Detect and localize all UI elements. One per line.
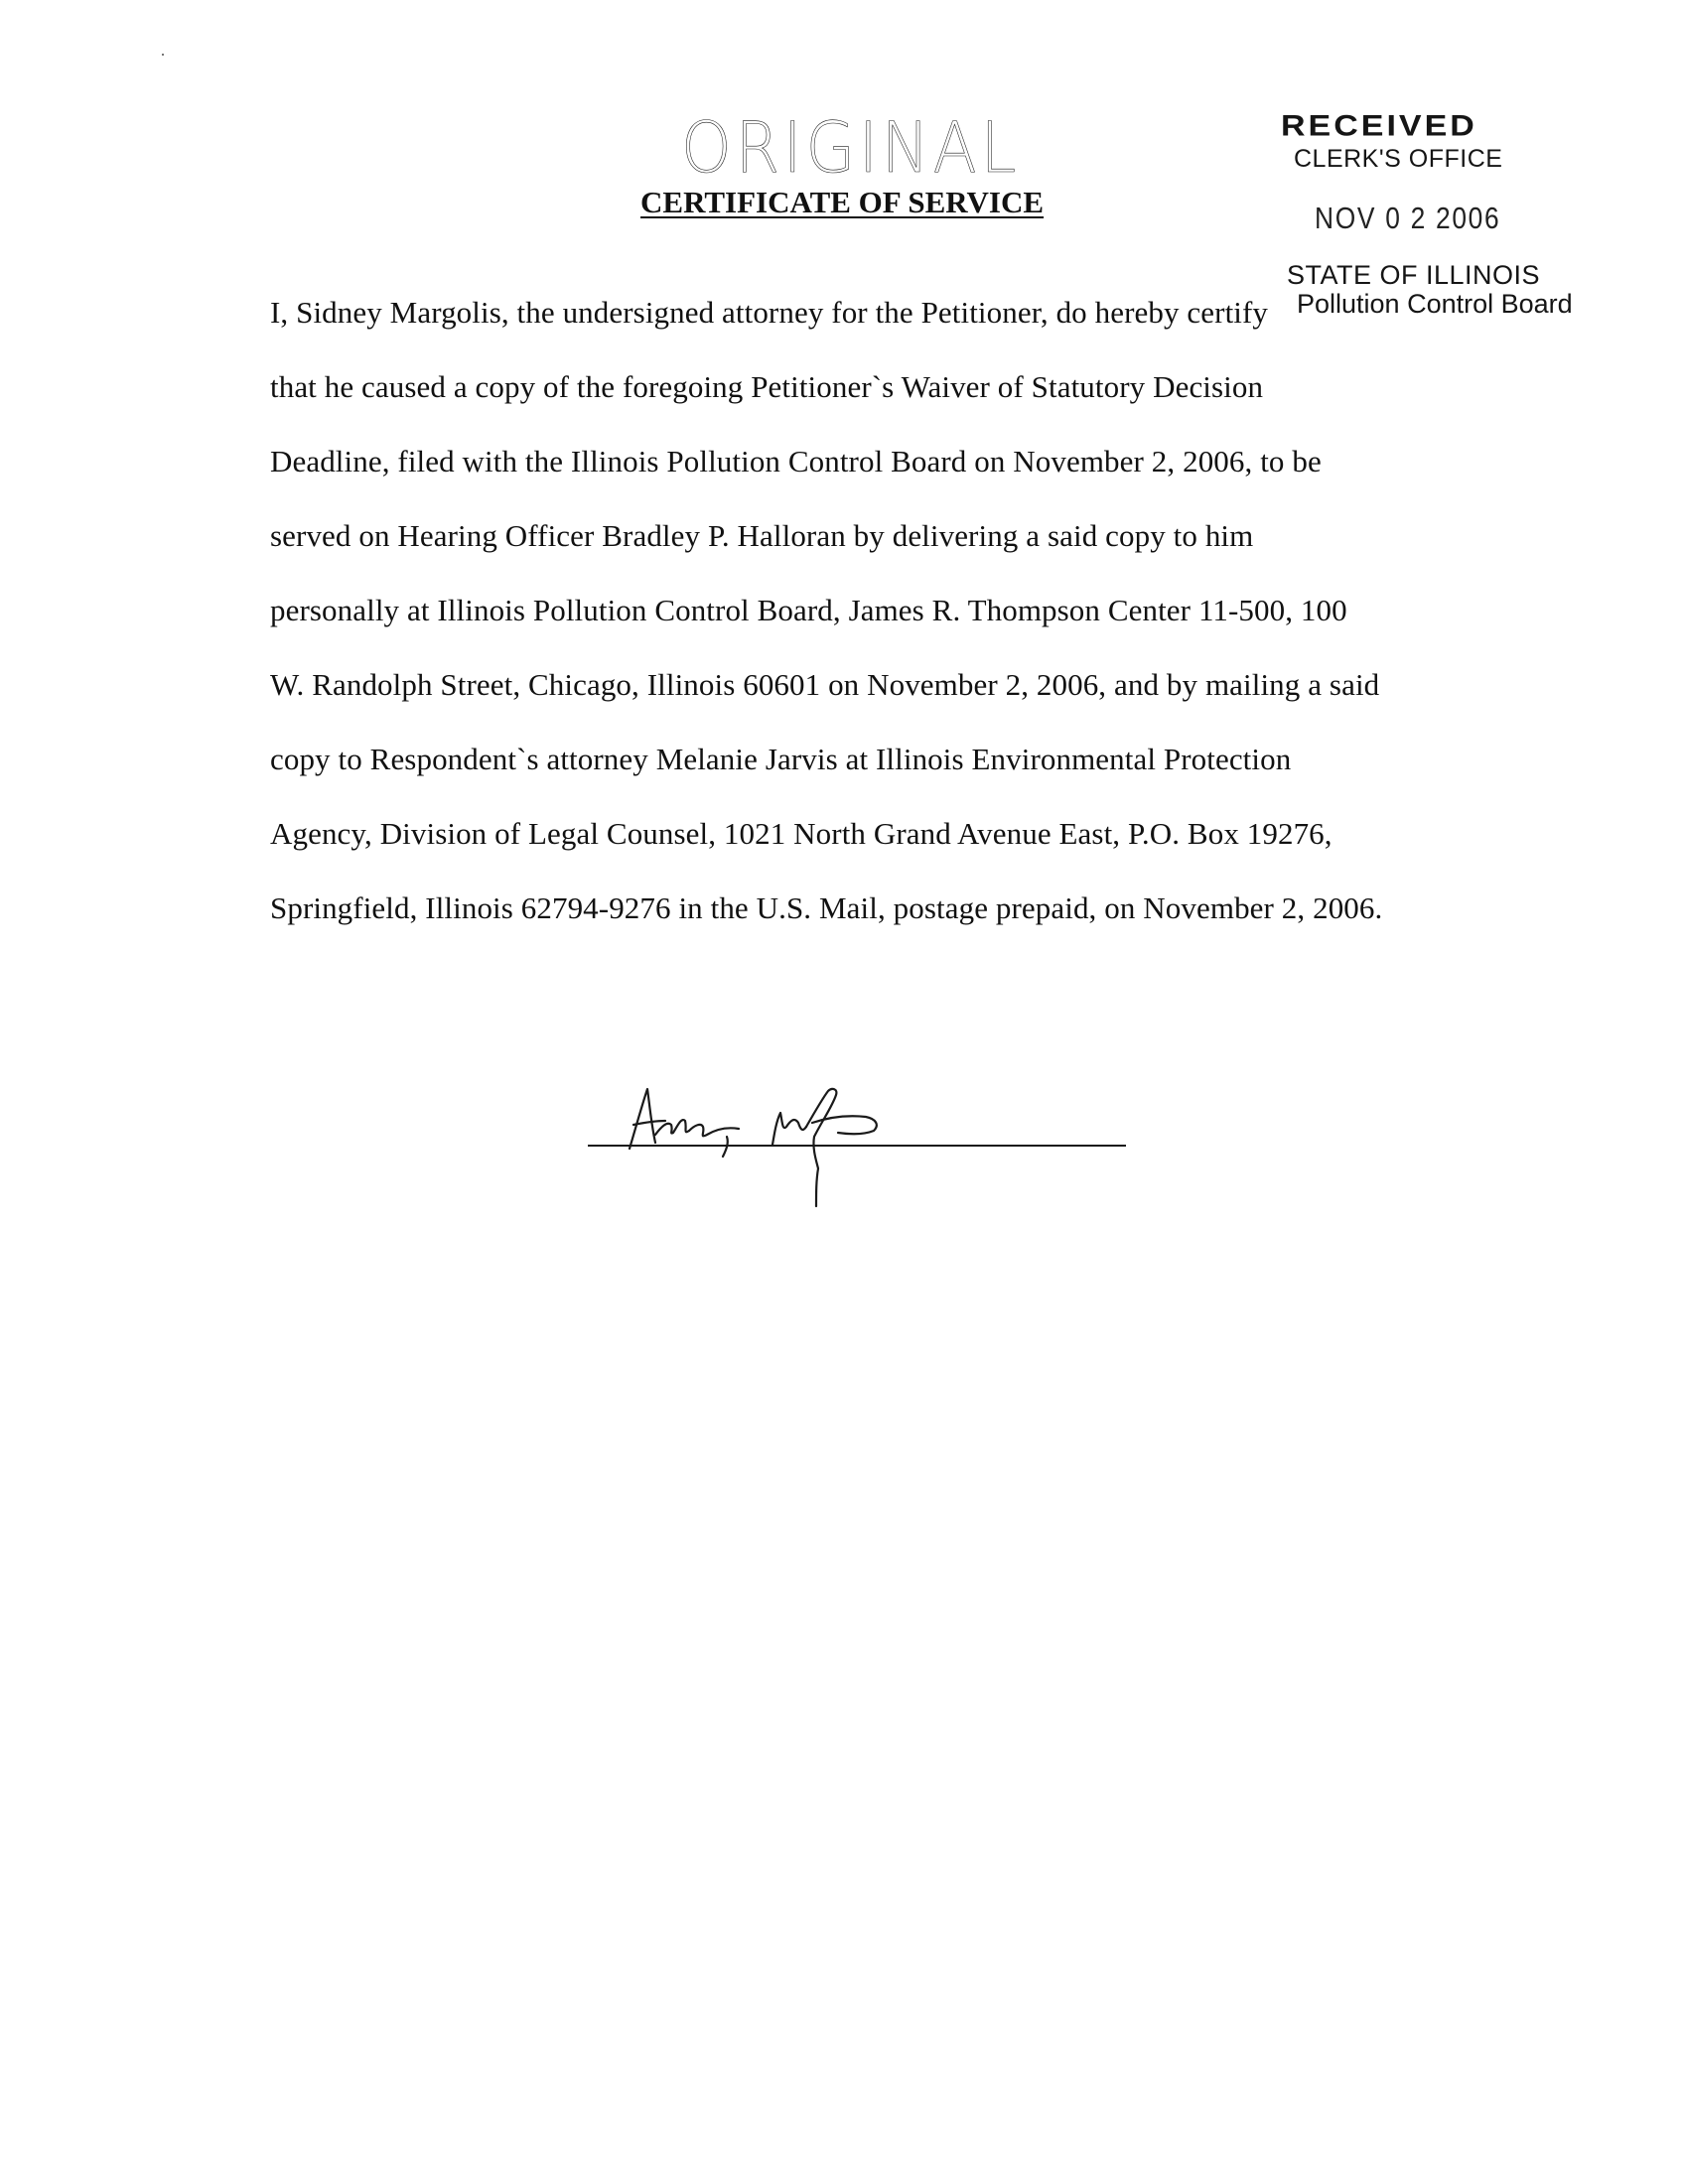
- stamp-board-label: Pollution Control Board: [1297, 289, 1573, 319]
- body-line-3: Deadline, filed with the Illinois Pollution Control Board on November 2, 2006, to be: [270, 444, 1322, 478]
- body-line-1: I, Sidney Margolis, the undersigned attorney for the Petitioner, do hereby certify: [270, 295, 1269, 330]
- body-line-9: Springfield, Illinois 62794-9276 in the U.S. Mail, postage prepaid, on November 2, 2006.: [270, 890, 1383, 925]
- body-line-4: served on Hearing Officer Bradley P. Halloran by delivering a said copy to him: [270, 518, 1254, 553]
- clerk-office-label: CLERK'S OFFICE: [1294, 145, 1503, 173]
- received-label: RECEIVED: [1281, 109, 1477, 143]
- page-title: CERTIFICATE OF SERVICE: [640, 185, 1045, 219]
- signature-scrawl: [630, 1089, 877, 1206]
- stamp-state-label: STATE OF ILLINOIS: [1287, 260, 1541, 290]
- body-line-8: Agency, Division of Legal Counsel, 1021 North Grand Avenue East, P.O. Box 19276,: [270, 816, 1333, 851]
- signature: [578, 1077, 1134, 1216]
- original-stamp: ORIGINAL: [681, 107, 1020, 189]
- body-line-6: W. Randolph Street, Chicago, Illinois 60601 on November 2, 2006, and by mailing a said: [270, 667, 1380, 702]
- received-date: NOV 0 2 2006: [1315, 201, 1501, 235]
- body-line-2: that he caused a copy of the foregoing Petitioner`s Waiver of Statutory Decision: [270, 369, 1264, 404]
- body-line-5: personally at Illinois Pollution Control Board, James R. Thompson Center 11-500, 100: [270, 593, 1347, 627]
- scan-speck: [162, 54, 164, 56]
- body-line-7: copy to Respondent`s attorney Melanie Jarvis at Illinois Environmental Protection: [270, 742, 1292, 776]
